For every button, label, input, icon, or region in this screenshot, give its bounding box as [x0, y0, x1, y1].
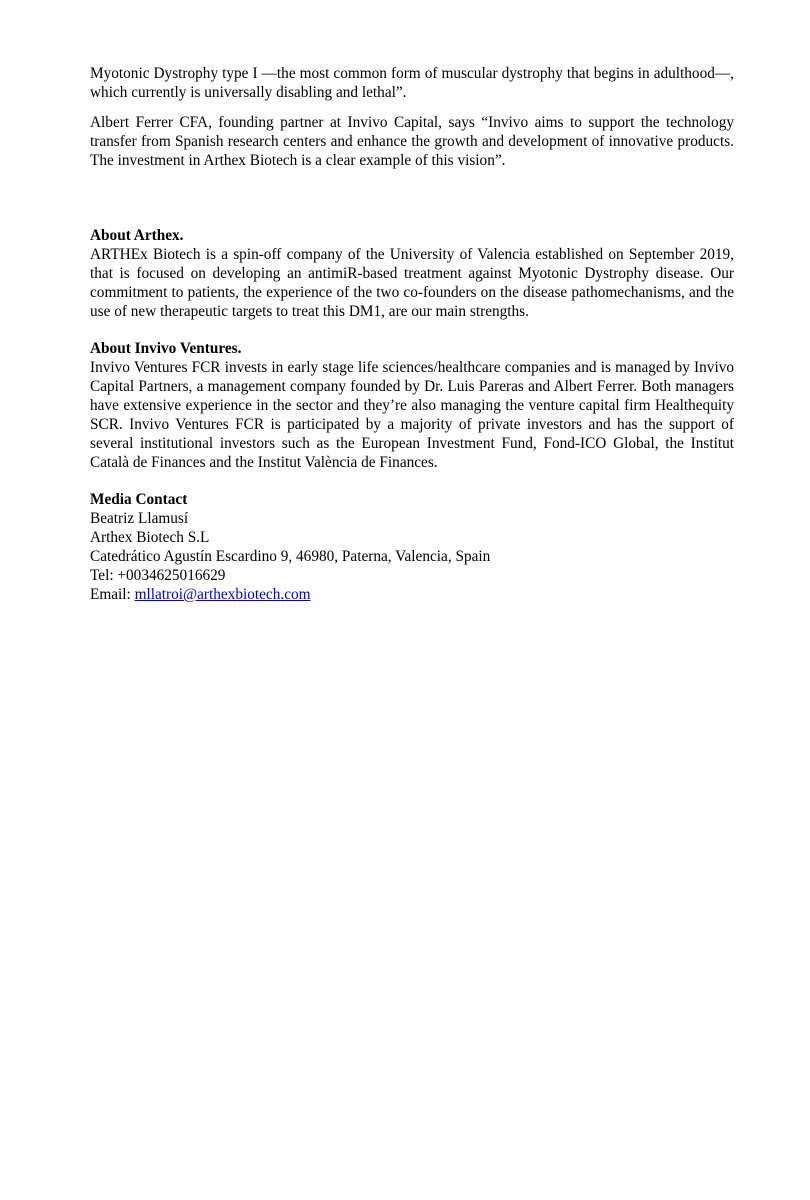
- contact-email-line: [90, 585, 734, 604]
- document-page: [90, 64, 734, 604]
- about-arthex-section: [90, 226, 734, 321]
- about-arthex-body: ARTHEx Biotech is a spin-off company of the University of Valencia established on September 2019, that is focused on developing an antimiR-based treatment against Myotonic Dystrophy disease. Our commitment to patients, the experience of the two co-founders on the disease pathomechanisms, and the use of new therapeutic targets to treat this DM1, are our main strengths.: [90, 246, 734, 320]
- about-invivo-body: Invivo Ventures FCR invests in early stage life sciences/healthcare companies and is managed by Invivo Capital Partners, a management company founded by Dr. Luis Pareras and Albert Ferrer. Both managers have extensive experience in the sector and they’re also managing the venture capital firm Healthequity SCR. Invivo Ventures FCR is participated by a majority of private investors and has the support of several institutional investors such as the European Investment Fund, Fond-ICO Global, the Institut Català de Finances and the Institut València de Finances.: [90, 359, 734, 471]
- intro-paragraph-2: Albert Ferrer CFA, founding partner at Invivo Capital, says “Invivo aims to support the technology transfer from Spanish research centers and enhance the growth and development of innovative products. The investment in Arthex Biotech is a clear example of this vision”.: [90, 114, 734, 169]
- contact-address: Catedrático Agustín Escardino 9, 46980, Paterna, Valencia, Spain: [90, 548, 491, 565]
- contact-company: Arthex Biotech S.L: [90, 529, 210, 546]
- about-invivo-section: [90, 339, 734, 472]
- about-arthex-heading: About Arthex.: [90, 227, 184, 244]
- contact-email-link[interactable]: mllatroi@arthexbiotech.com: [134, 586, 311, 603]
- contact-email-label: Email:: [90, 586, 135, 603]
- media-contact-heading: Media Contact: [90, 491, 188, 508]
- media-contact-section: [90, 490, 734, 604]
- intro-paragraph-1: Myotonic Dystrophy type I —the most common form of muscular dystrophy that begins in adulthood—, which currently is universally disabling and lethal”.: [90, 65, 734, 101]
- contact-tel: Tel: +0034625016629: [90, 567, 226, 584]
- about-invivo-heading: About Invivo Ventures.: [90, 340, 242, 357]
- contact-name: Beatriz Llamusí: [90, 510, 189, 527]
